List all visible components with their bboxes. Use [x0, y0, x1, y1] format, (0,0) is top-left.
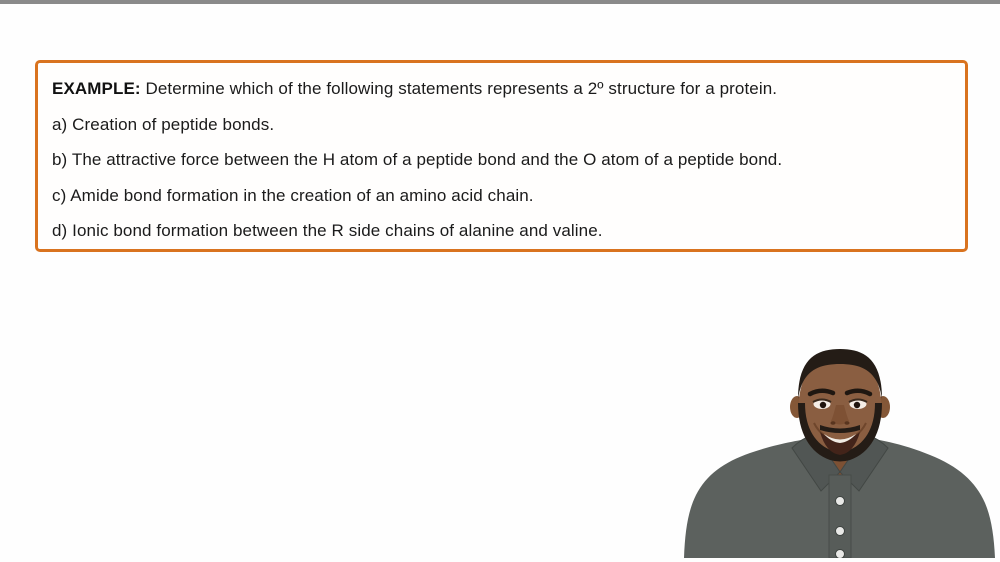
example-question-text: Determine which of the following statements represents a 2º structure for a protein. [140, 79, 778, 98]
presenter-illustration [680, 345, 1000, 558]
shirt-button [836, 497, 845, 506]
top-divider-bar [0, 0, 1000, 4]
example-label: EXAMPLE: [52, 79, 141, 98]
option-b: b) The attractive force between the H atom of a peptide bond and the O atom of a peptide bond. [52, 150, 783, 169]
presenter-video-overlay [680, 345, 1000, 558]
presenter-placket [829, 475, 851, 558]
option-a: a) Creation of peptide bonds. [52, 114, 275, 134]
shirt-button [836, 527, 845, 536]
option-d: d) Ionic bond formation between the R side chains of alanine and valine. [52, 221, 603, 240]
example-title [52, 71, 949, 107]
shirt-button [836, 550, 845, 559]
option-c: c) Amide bond formation in the creation of an amino acid chain. [52, 185, 534, 205]
example-question-box [35, 60, 968, 252]
